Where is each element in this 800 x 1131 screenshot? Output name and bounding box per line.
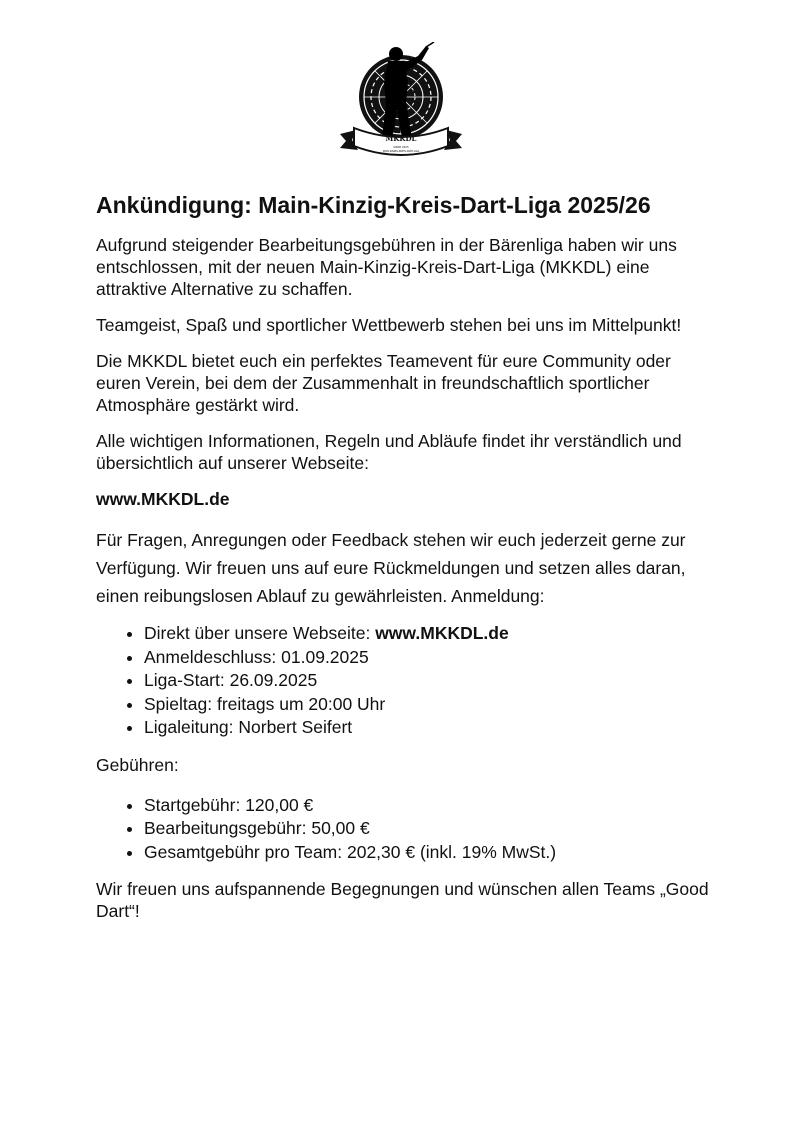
logo-text: MKKDL	[385, 134, 417, 143]
list-item: • Liga-Start: 26.09.2025	[144, 669, 716, 693]
fees-list	[96, 794, 716, 865]
list-item	[144, 622, 716, 646]
list-item: • Ligaleitung: Norbert Seifert	[144, 716, 716, 740]
teamspirit-paragraph: Teamgeist, Spaß und sportlicher Wettbewerb stehen bei uns im Mittelpunkt!	[96, 315, 682, 335]
page-title: Ankündigung: Main-Kinzig-Kreis-Dart-Liga 2025/26	[96, 192, 651, 218]
feedback-paragraph: Für Fragen, Anregungen oder Feedback stehen wir euch jederzeit gerne zur Verfügung. Wir freuen uns auf eure Rückmeldungen und setzen alles daran, einen reibungslosen Ablauf zu gewährleisten. Anmeldung:	[96, 530, 686, 606]
fees-heading: Gebühren:	[96, 754, 179, 775]
info-paragraph: Alle wichtigen Informationen, Regeln und Abläufe findet ihr verständlich und übersichtlich auf unserer Webseite:	[96, 431, 682, 473]
list-item: • Anmeldeschluss: 01.09.2025	[144, 646, 716, 670]
registration-list	[96, 622, 716, 740]
logo-since: SINCE 2025	[393, 146, 409, 149]
teamevent-paragraph: Die MKKDL bietet euch ein perfektes Teamevent für eure Community oder euren Verein, bei dem der Zusammenhalt in freundschaftlich sportlicher Atmosphäre gestärkt wird.	[96, 351, 671, 415]
logo-subtitle: MAIN-KINZIG-KREIS-DART-LIGA	[382, 150, 420, 153]
closing-paragraph: Wir freuen uns aufspannende Begegnungen und wünschen allen Teams „Good Dart“!	[96, 879, 709, 921]
intro-paragraph: Aufgrund steigender Bearbeitungsgebühren in der Bärenliga haben wir uns entschlossen, mit der neuen Main-Kinzig-Kreis-Dart-Liga (MKKDL) eine attraktive Alternative zu schaffen.	[96, 235, 677, 299]
registration-prefix: Direkt über unsere Webseite:	[144, 623, 376, 643]
website-link[interactable]: www.MKKDL.de	[96, 489, 230, 509]
mkkdl-logo	[334, 42, 468, 162]
list-item: • Bearbeitungsgebühr: 50,00 €	[144, 817, 716, 841]
registration-website-link[interactable]: www.MKKDL.de	[375, 623, 509, 643]
list-item: • Spieltag: freitags um 20:00 Uhr	[144, 693, 716, 717]
list-item: • Startgebühr: 120,00 €	[144, 794, 716, 818]
announcement	[96, 190, 716, 936]
list-item: • Gesamtgebühr pro Team: 202,30 € (inkl. 19% MwSt.)	[144, 841, 716, 865]
